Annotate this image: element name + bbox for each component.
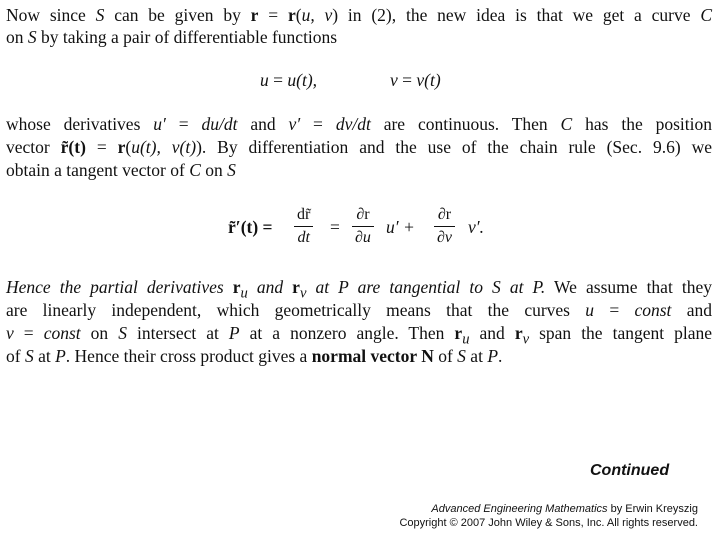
- equation-u-of-t: u = u(t),: [260, 70, 318, 90]
- fraction-dr-dt-denominator: dt: [297, 229, 310, 246]
- paragraph-3-line-3: v = const on S intersect at P at a nonzero angle. Then $r_u$ and $r_v$ span the tangent plane: [6, 323, 713, 348]
- equation-equals-sign: =: [330, 217, 340, 237]
- equation-v-of-t: v = v(t): [390, 70, 441, 90]
- paragraph-2-line-2: vector r̃(t) = r(u(t), v(t)). By differentiation and the use of the chain rule (Sec. 9.6) we: [6, 137, 712, 157]
- footer-copyright: Copyright © 2007 John Wiley & Sons, Inc. All rights reserved.: [399, 517, 698, 529]
- paragraph-3-line-1: Hence the partial derivatives $r_u$ and $r_v$ at P are tangential to S at P. We assume that they: [6, 277, 712, 302]
- paragraph-3-line-2: are linearly independent, which geometrically means that the curves u = const and: [6, 300, 712, 320]
- continued-label: Continued: [590, 462, 670, 479]
- footer-book-credit: Advanced Engineering Mathematics by Erwin Kreyszig: [431, 503, 698, 515]
- equation-term-v-prime: v′.: [468, 217, 484, 237]
- fraction-dr-dt-numerator: dr̃: [297, 206, 311, 223]
- paragraph-1-line-2: on S by taking a pair of differentiable functions: [6, 27, 338, 47]
- fraction-partial-r-partial-u: [352, 204, 374, 249]
- fraction-dr-dt: [294, 204, 313, 249]
- fraction-partial-r-partial-v: [434, 204, 455, 249]
- equation-tangent-lhs: r̃′(t) =: [228, 217, 273, 237]
- paragraph-2-line-3: obtain a tangent vector of C on S: [6, 160, 236, 180]
- fraction-partial-r-numerator: ∂r: [437, 206, 452, 223]
- fraction-partial-u-denominator: ∂u: [355, 229, 371, 246]
- fraction-partial-v-denominator: ∂v: [437, 229, 453, 246]
- paragraph-1-line-1: Now since S can be given by r = r(u, v) in (2), the new idea is that we get a curve C: [6, 5, 713, 25]
- fraction-partial-r-numerator: ∂r: [356, 206, 370, 223]
- equation-term-u-prime: u′ +: [386, 217, 415, 237]
- paragraph-2-line-1: whose derivatives u′ = du/dt and v′ = dv/dt are continuous. Then C has the position: [6, 114, 713, 134]
- paragraph-3-line-4: of S at P. Hence their cross product gives a normal vector N of S at P.: [6, 346, 503, 366]
